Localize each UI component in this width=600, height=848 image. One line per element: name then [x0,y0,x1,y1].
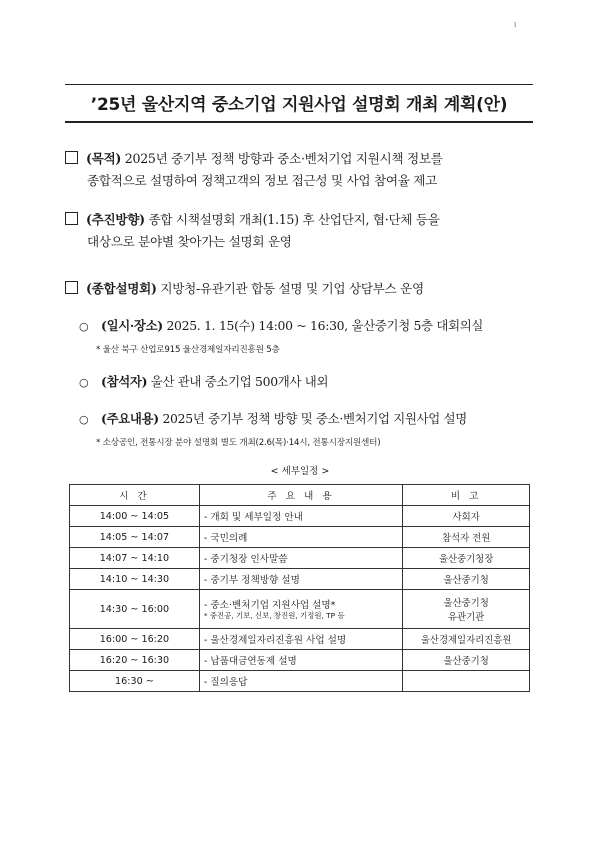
header-time: 시 간 [70,485,200,506]
item-main-content [79,409,549,430]
schedule-table [69,484,530,692]
row-content: - 국민의례 [199,527,402,548]
row-note: 울산중기청장 [403,548,530,569]
title-bottom-rule [65,121,533,123]
row-note: 울산중기청 [403,569,530,590]
row-content: - 울산경제일자리진흥원 사업 설명 [199,629,402,650]
header-note: 비 고 [403,485,530,506]
section-briefing [65,278,545,300]
item-datetime-place [79,316,549,337]
row-time: 14:00 ~ 14:05 [70,506,200,527]
document-title: ’25년 울산지역 중소기업 지원사업 설명회 개최 계획(안) [90,95,508,115]
row-content: - 개회 및 세부일정 안내 [199,506,402,527]
row-note [403,590,530,629]
schedule-title: < 세부일정 > [270,466,330,477]
section-label: (종합설명회) [86,281,157,296]
item-label: (일시·장소) [101,318,163,333]
checkbox-square-icon [65,212,78,225]
row-content-main: - 중소·벤처기업 지원사업 설명* [203,600,336,611]
section-direction [65,209,545,253]
checkbox-square-icon [65,151,78,164]
section-text-line2: 대상으로 분야별 찾아가는 설명회 운영 [87,234,292,249]
section-text-line1: 2025년 중기부 정책 방향과 중소·벤처기업 지원시책 정보를 [121,151,443,166]
item-label: (참석자) [101,374,148,389]
section-label: (목적) [86,151,122,166]
row-note: 울산중기청 [403,650,530,671]
row-note [403,671,530,692]
row-note: 참석자 전원 [403,527,530,548]
item-text: 2025. 1. 15(수) 14:00 ~ 16:30, 울산중기청 5층 대회의실 [162,318,484,333]
table-row [70,671,530,692]
row-content: - 중기청장 인사말씀 [199,548,402,569]
row-time: 14:05 ~ 14:07 [70,527,200,548]
item-label: (주요내용) [101,411,159,426]
row-content-sub: * 중진공, 기보, 신보, 창진원, 기정원, TP 등 [203,611,345,620]
section-text-line1: 종합 시책설명회 개최(1.15) 후 산업단지, 협·단체 등을 [144,212,440,227]
row-note: 울산경제일자리진흥원 [403,629,530,650]
section-label: (추진방향) [86,212,145,227]
table-header-row [70,485,530,506]
row-content: - 납품대금연동제 설명 [199,650,402,671]
item-note-separate-briefing: * 소상공인, 전통시장 분야 설명회 별도 개최(2.6(목)·14시, 전통시장지원센터) [96,438,381,448]
section-purpose [65,148,545,192]
item-text: 2025년 중기부 정책 방향 및 중소·벤처기업 지원사업 설명 [158,411,467,426]
circle-bullet-icon: ○ [79,376,89,389]
page-mark: ᅵ [508,23,517,33]
table-row [70,527,530,548]
row-note-line2: 유관기관 [448,612,485,623]
item-note-address: * 울산 북구 산업로915 울산경제일자리진흥원 5층 [96,345,280,355]
row-content [199,590,402,629]
section-text-line1: 지방청-유관기관 합동 설명 및 기업 상담부스 운영 [156,281,424,296]
row-note: 사회자 [403,506,530,527]
table-row [70,506,530,527]
row-time: 16:30 ~ [70,671,200,692]
table-row [70,629,530,650]
table-row [70,548,530,569]
row-note-line1: 울산중기청 [443,598,489,609]
section-text-line2: 종합적으로 설명하여 정책고객의 정보 접근성 및 사업 참여율 제고 [87,173,437,188]
row-content: - 질의응답 [199,671,402,692]
circle-bullet-icon: ○ [79,320,89,333]
circle-bullet-icon: ○ [79,413,89,426]
title-top-rule [65,84,533,85]
row-time: 14:10 ~ 14:30 [70,569,200,590]
row-time: 14:30 ~ 16:00 [70,590,200,629]
table-row [70,590,530,629]
checkbox-square-icon [65,281,78,294]
item-attendees [79,372,549,393]
table-row [70,569,530,590]
header-content: 주 요 내 용 [199,485,402,506]
table-row [70,650,530,671]
item-text: 울산 관내 중소기업 500개사 내외 [147,374,329,389]
row-time: 16:00 ~ 16:20 [70,629,200,650]
row-time: 16:20 ~ 16:30 [70,650,200,671]
row-content: - 중기부 정책방향 설명 [199,569,402,590]
row-time: 14:07 ~ 14:10 [70,548,200,569]
